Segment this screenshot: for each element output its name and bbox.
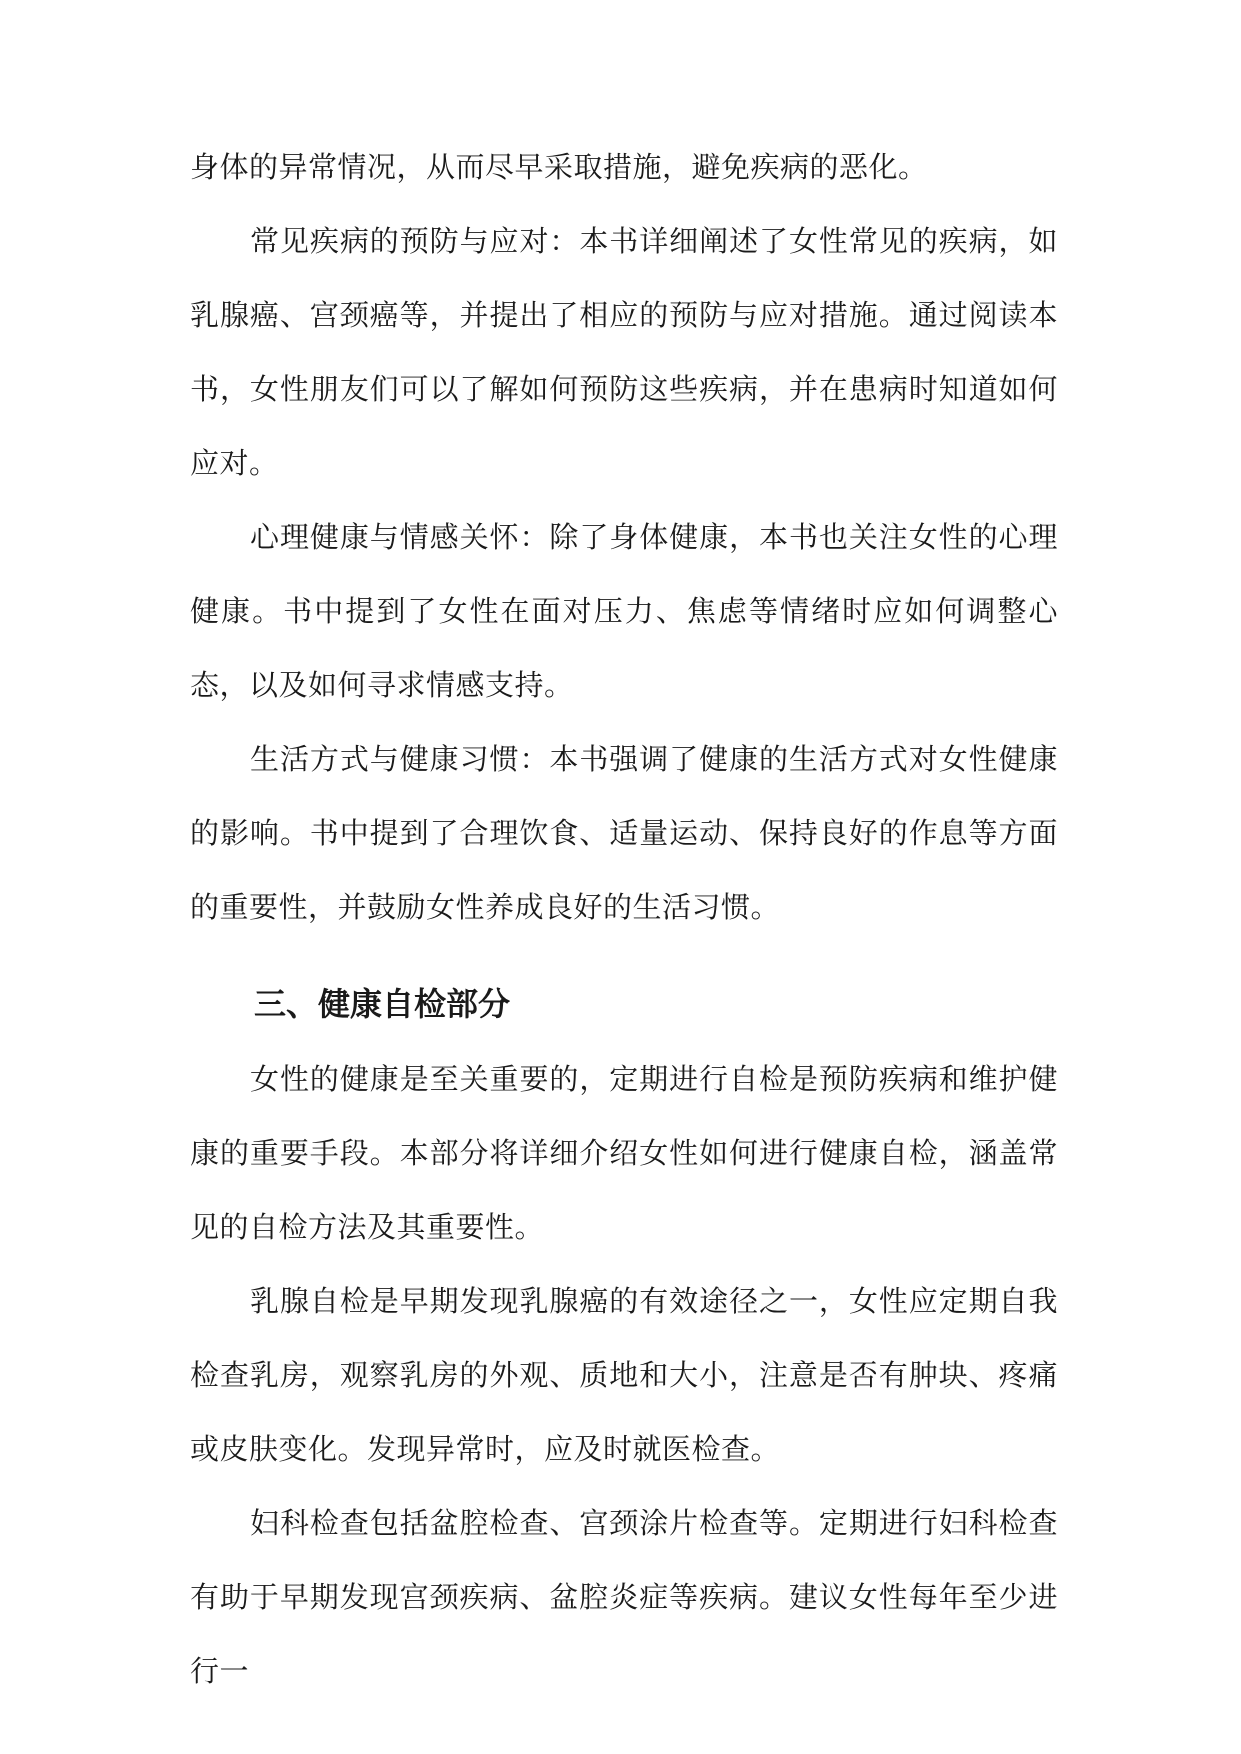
section-heading: 三、健康自检部分 bbox=[254, 985, 511, 1023]
paragraph-lifestyle: 生活方式与健康习惯：本书强调了健康的生活方式对女性健康的影响。书中提到了合理饮食、适量运动、保持良好的作息等方面的重要性，并鼓励女性养成良好的生活习惯。 bbox=[190, 742, 1058, 924]
paragraph-disease-prevention: 常见疾病的预防与应对：本书详细阐述了女性常见的疾病，如乳腺癌、宫颈癌等，并提出了相应的预防与应对措施。通过阅读本书，女性朋友们可以了解如何预防这些疾病，并在患病时知道如何应对。 bbox=[190, 224, 1058, 480]
paragraph-mental-health: 心理健康与情感关怀：除了身体健康，本书也关注女性的心理健康。书中提到了女性在面对压力、焦虑等情绪时应如何调整心态，以及如何寻求情感支持。 bbox=[190, 520, 1058, 702]
paragraph-breast-self-check: 乳腺自检是早期发现乳腺癌的有效途径之一，女性应定期自我检查乳房，观察乳房的外观、质地和大小，注意是否有肿块、疼痛或皮肤变化。发现异常时，应及时就医检查。 bbox=[190, 1284, 1058, 1466]
paragraph-gynecological-check: 妇科检查包括盆腔检查、宫颈涂片检查等。定期进行妇科检查有助于早期发现宫颈疾病、盆腔炎症等疾病。建议女性每年至少进行一 bbox=[190, 1506, 1058, 1688]
document-page bbox=[190, 130, 1058, 1708]
paragraph-self-check-intro: 女性的健康是至关重要的，定期进行自检是预防疾病和维护健康的重要手段。本部分将详细介绍女性如何进行健康自检，涵盖常见的自检方法及其重要性。 bbox=[190, 1062, 1058, 1244]
paragraph-continuation: 身体的异常情况，从而尽早采取措施，避免疾病的恶化。 bbox=[190, 150, 928, 184]
